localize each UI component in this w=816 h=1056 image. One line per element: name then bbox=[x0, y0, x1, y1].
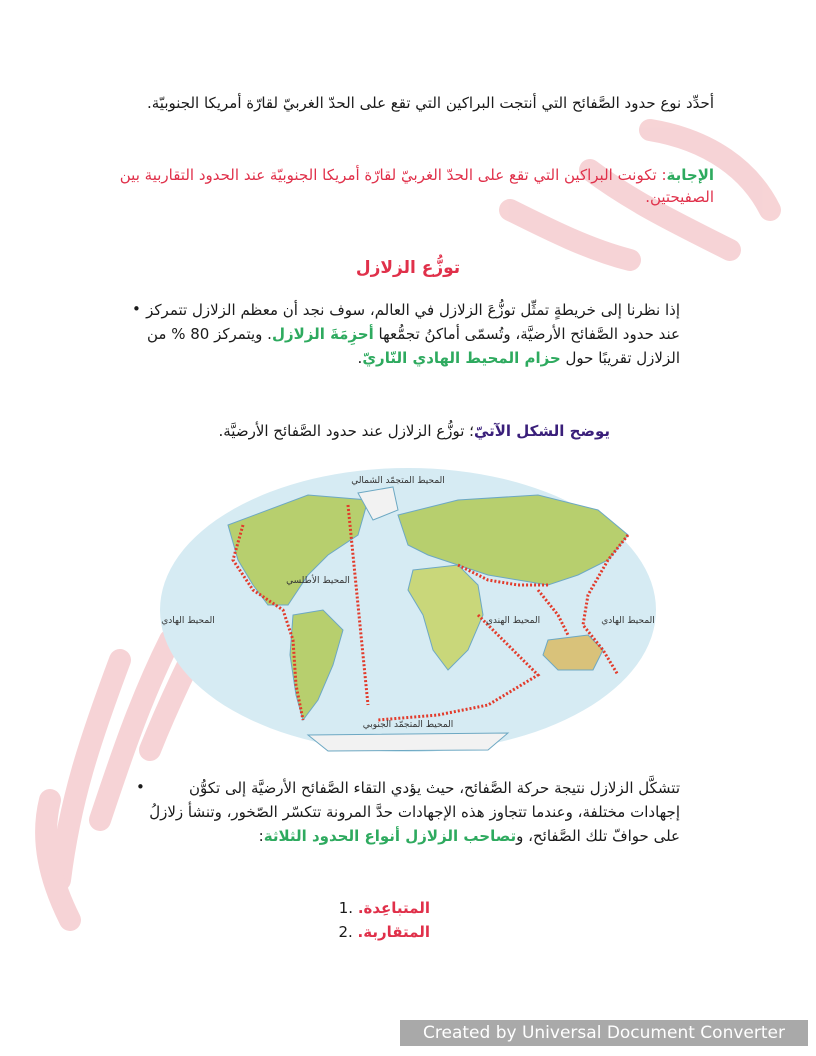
world-earthquake-map bbox=[158, 465, 658, 755]
list-item-text: المتقاربة. bbox=[357, 923, 430, 941]
figure-caption bbox=[130, 420, 610, 442]
answer-text bbox=[96, 164, 714, 208]
term-ring-of-fire: حزام المحيط الهادي النّاريّ bbox=[362, 349, 561, 367]
bullet2-part1: تتشكَّل الزلازل نتيجة حركة الصَّفائح، حيث يؤدي التقاء الصَّفائح الأرضيَّة إلى تكوُّن إجهادات مختلفة، وعندما تتجاوز هذه الإجهادات حدَّ المرونة تتكسّر الصّخور، وتنشأ زلازلُ على حوافّ تلك الصَّفائح، و bbox=[149, 779, 680, 845]
map-label-pacific-west: المحيط الهادي bbox=[161, 616, 215, 626]
answer-body: : تكونت البراكين التي تقع على الحدّ الغربيّ لقارّة أمريكا الجنوبيّة عند الحدود التقاربية بين الصفيحتين. bbox=[119, 166, 714, 206]
figure-caption-text: ؛ توزُّع الزلازل عند حدود الصَّفائح الأرضيَّة. bbox=[218, 422, 474, 440]
map-label-indian: المحيط الهندي bbox=[485, 616, 541, 626]
paragraph-earthquake-distribution bbox=[130, 298, 680, 370]
list-item bbox=[300, 920, 430, 944]
bullet1-part2: . ويتمركز 80 % من الزلازل تقريبًا حول bbox=[146, 325, 680, 367]
paragraph-earthquake-formation bbox=[140, 776, 680, 848]
term-three-boundaries: تصاحب الزلازل أنواع الحدود الثلاثة bbox=[263, 827, 517, 845]
list-item-text: المتباعِدة. bbox=[357, 899, 430, 917]
section-heading: توزُّع الزلازل bbox=[355, 258, 461, 278]
bullet1-part1: إذا نظرنا إلى خريطةٍ تمثِّل توزُّعَ الزلازل في العالم، سوف نجد أن معظم الزلازل تتمركز عند حدود الصَّفائح الأرضيَّة، وتُسمّى أماكنُ تجمُّعها bbox=[146, 301, 680, 343]
map-label-southern: المحيط المتجمّد الجنوبي bbox=[362, 720, 454, 730]
list-item-number: .1 bbox=[338, 899, 354, 917]
question-text: أحدِّد نوع حدود الصَّفائح التي أنتجت البراكين التي تقع على الحدّ الغربيّ لقارّة أمريكا الجنوبيّة. bbox=[147, 94, 714, 112]
converter-footer-badge: Created by Universal Document Converter bbox=[400, 1020, 808, 1046]
term-earthquake-belts: أحزِمَةَ الزلازل bbox=[271, 325, 374, 343]
list-item bbox=[300, 896, 430, 920]
bullet2-part2: : bbox=[258, 827, 264, 845]
map-label-arctic: المحيط المتجمّد الشمالي bbox=[351, 476, 445, 486]
map-label-atlantic: المحيط الأطلسي bbox=[286, 576, 350, 586]
bullet-marker-2: • bbox=[136, 778, 145, 796]
bullet-marker-1: • bbox=[132, 300, 141, 318]
answer-label: الإجابة bbox=[666, 166, 714, 184]
boundary-list bbox=[300, 896, 430, 944]
figure-caption-prefix: يوضح الشكل الآتيّ bbox=[473, 422, 610, 440]
map-label-pacific-east: المحيط الهادي bbox=[601, 616, 655, 626]
list-item-number: .2 bbox=[338, 923, 353, 941]
bullet1-part3: . bbox=[357, 349, 363, 367]
